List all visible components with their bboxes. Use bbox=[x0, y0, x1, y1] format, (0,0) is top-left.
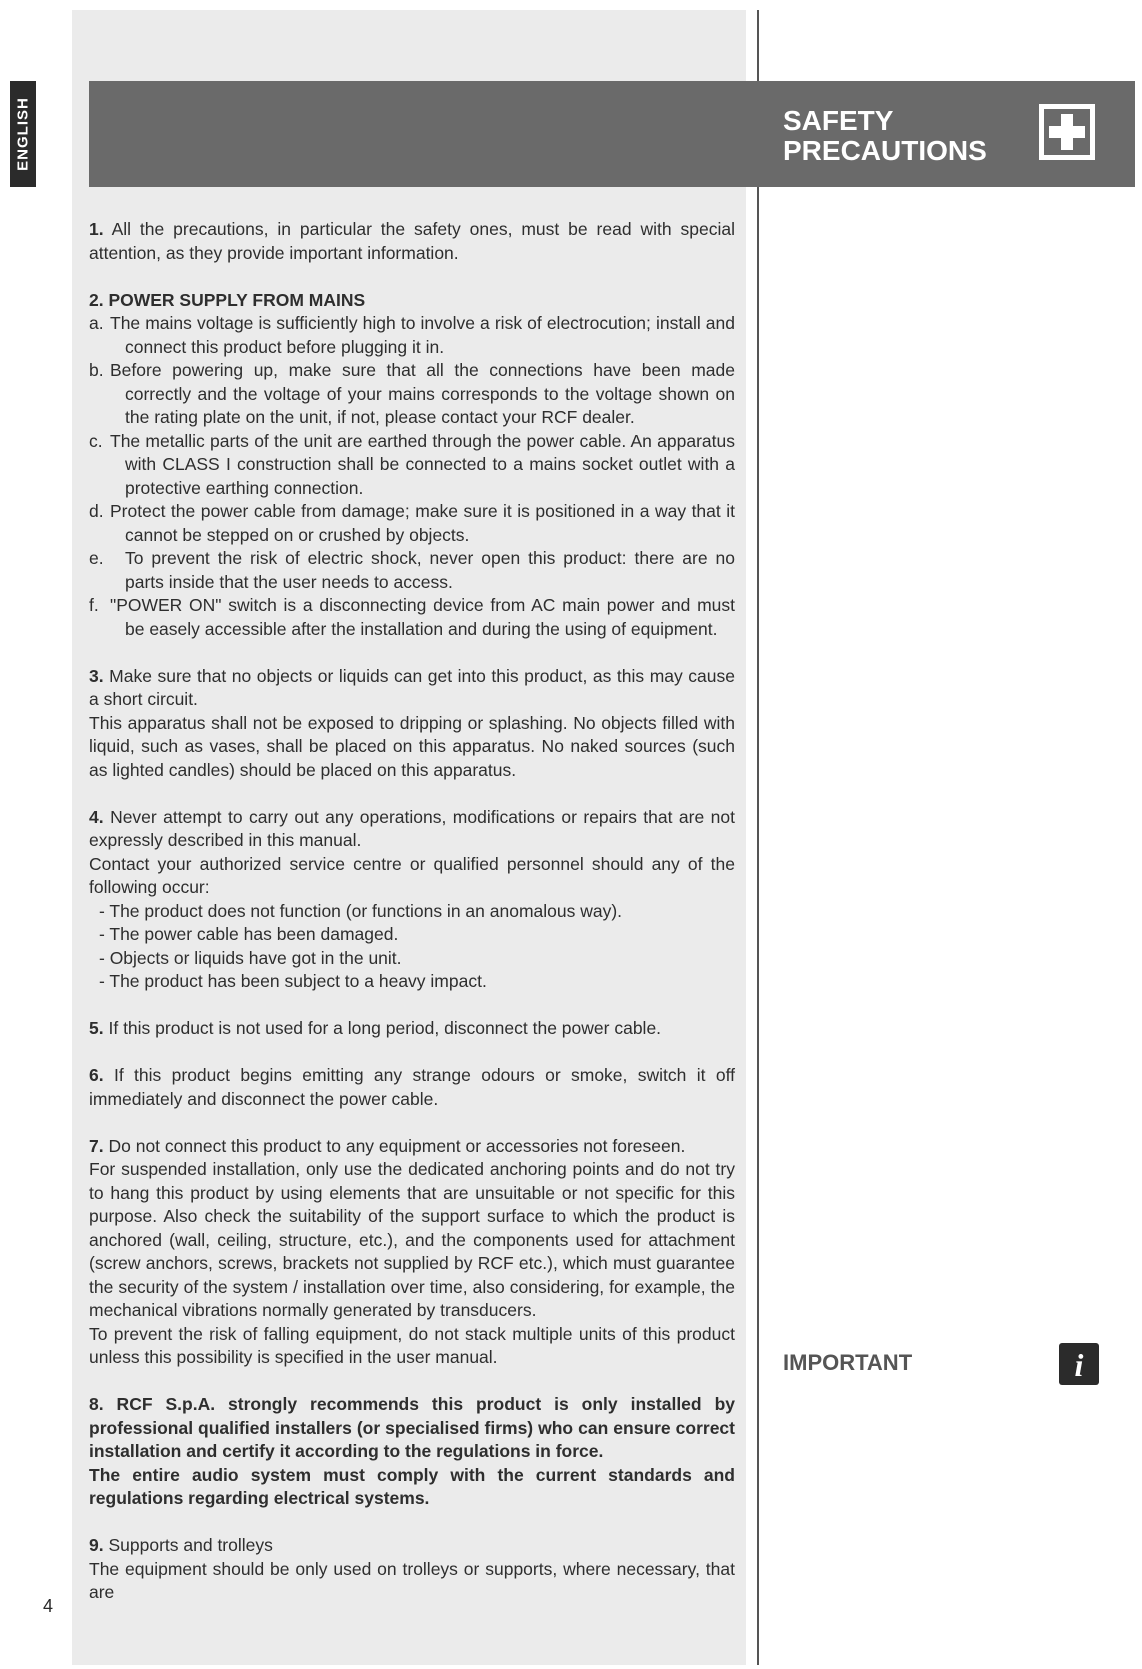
page-title bbox=[783, 106, 1023, 166]
section-9: 9. Supports and trolleys bbox=[89, 1535, 273, 1555]
list-item: - The product does not function (or functions in an anomalous way). bbox=[99, 900, 623, 921]
section-2-heading: 2. POWER SUPPLY FROM MAINS bbox=[89, 289, 366, 310]
section-4-text2: Contact your authorized service centre or qualified personnel should any of the following occur: bbox=[89, 853, 735, 897]
list-item: - The power cable has been damaged. bbox=[99, 924, 399, 944]
section-5: 5. If this product is not used for a long period, disconnect the power cable. bbox=[89, 1018, 662, 1038]
important-label: IMPORTANT bbox=[783, 1350, 913, 1375]
page-number: 4 bbox=[43, 1596, 54, 1616]
section-7: 7. Do not connect this product to any equipment or accessories not foreseen. bbox=[89, 1135, 686, 1156]
section-2-item-e: e. To prevent the risk of electric shock, never open this product: there are no parts inside that the user needs to access. bbox=[89, 548, 735, 592]
section-8: 8. RCF S.p.A. strongly recommends this product is only installed by professional qualified installers (or specialised firms) who can ensure correct installation and certify it according to the regulations in force. bbox=[89, 1394, 735, 1461]
section-3: 3. Make sure that no objects or liquids can get into this product, as this may cause a short circuit. bbox=[89, 665, 735, 709]
section-2-item-b: b. Before powering up, make sure that all the connections have been made correctly and the voltage of your mains corresponds to the voltage shown on the rating plate on the unit, if not, please contact your RCF dealer. bbox=[89, 360, 735, 427]
section-2-item-f: f. "POWER ON" switch is a disconnecting device from AC main power and must be easely accessible after the installation and during the using of equipment. bbox=[89, 595, 735, 639]
section-7-text3: To prevent the risk of falling equipment, do not stack multiple units of this product unless this possibility is specified in the user manual. bbox=[89, 1323, 735, 1367]
section-8-text2: The entire audio system must comply with the current standards and regulations regarding electrical systems. bbox=[89, 1464, 735, 1508]
section-2-item-d: d. Protect the power cable from damage; make sure it is positioned in a way that it cannot be stepped on or crushed by objects. bbox=[89, 501, 735, 545]
language-label: ENGLISH bbox=[14, 97, 32, 171]
safety-text bbox=[89, 218, 735, 1605]
first-aid-cross-icon bbox=[1039, 104, 1095, 160]
list-item: - The product has been subject to a heavy impact. bbox=[99, 971, 487, 991]
section-7-text2: For suspended installation, only use the dedicated anchoring points and do not try to hang this product by using elements that are unsuitable or not specific for this purpose. Also check the suitability of the support surface to which the product is anchored (wall, ceiling, structure, etc.), and the components used for attachment (screw anchors, screws, brackets not supplied by RCF etc.), which must guarantee the security of the system / installation over time, also considering, for example, the mechanical vibrations normally generated by transducers. bbox=[89, 1159, 735, 1320]
section-9-text: The equipment should be only used on trolleys or supports, where necessary, that are bbox=[89, 1558, 735, 1602]
column-divider bbox=[757, 10, 759, 1665]
section-6: 6. If this product begins emitting any strange odours or smoke, switch it off immediately and disconnect the power cable. bbox=[89, 1065, 735, 1109]
section-2-item-c: c. The metallic parts of the unit are earthed through the power cable. An apparatus with CLASS I construction shall be connected to a mains socket outlet with a protective earthing connection. bbox=[89, 430, 735, 498]
list-item: - Objects or liquids have got in the unit. bbox=[99, 947, 402, 968]
section-4: 4. Never attempt to carry out any operations, modifications or repairs that are not expressly described in this manual. bbox=[89, 806, 735, 850]
info-icon bbox=[1059, 1343, 1099, 1385]
section-2-item-a: a. The mains voltage is sufficiently high to involve a risk of electrocution; install and connect this product before plugging it in. bbox=[89, 313, 735, 357]
language-tab bbox=[10, 81, 36, 187]
page-title-line1: SAFETY bbox=[783, 105, 894, 136]
section-3-text2: This apparatus shall not be exposed to dripping or splashing. No objects filled with liquid, such as vases, shall be placed on this apparatus. No naked sources (such as lighted candles) should be placed on this apparatus. bbox=[89, 712, 735, 780]
page-title-line2: PRECAUTIONS bbox=[783, 135, 987, 166]
svg-text:i: i bbox=[1074, 1347, 1084, 1383]
section-1: 1. All the precautions, in particular the safety ones, must be read with special attention, as they provide important information. bbox=[89, 219, 735, 263]
